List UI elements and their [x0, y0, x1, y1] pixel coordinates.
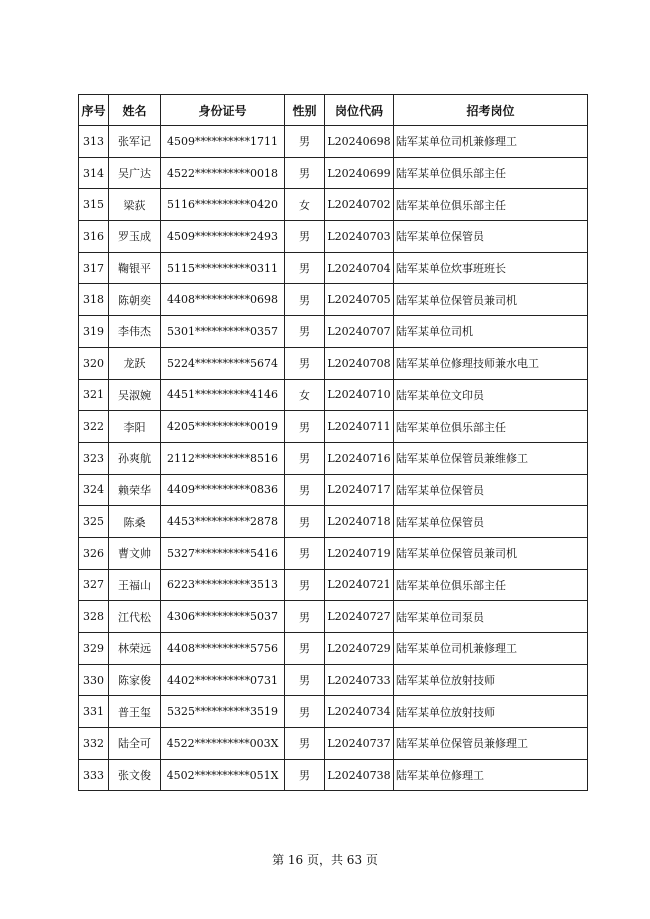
- post-code-cell: L20240719: [325, 537, 394, 569]
- table-row: [79, 221, 588, 253]
- id-number-cell: 4522**********0018: [161, 157, 285, 189]
- name-cell: 龙跃: [109, 347, 161, 379]
- name-cell: 普王玺: [109, 696, 161, 728]
- post-cell: 陆军某单位保管员: [394, 221, 588, 253]
- post-code-cell: L20240738: [325, 759, 394, 791]
- id-number-cell: 5301**********0357: [161, 316, 285, 348]
- id-number-cell: 5116**********0420: [161, 189, 285, 221]
- post-cell: 陆军某单位保管员兼维修工: [394, 442, 588, 474]
- gender-cell: 男: [285, 411, 325, 443]
- post-cell: 陆军某单位司机: [394, 316, 588, 348]
- id-number-cell: 4402**********0731: [161, 664, 285, 696]
- post-code-cell: L20240727: [325, 601, 394, 633]
- table-row: [79, 633, 588, 665]
- gender-cell: 男: [285, 537, 325, 569]
- post-cell: 陆军某单位保管员兼司机: [394, 537, 588, 569]
- name-cell: 鞠银平: [109, 252, 161, 284]
- post-code-cell: L20240729: [325, 633, 394, 665]
- table-row: [79, 601, 588, 633]
- name-cell: 梁荻: [109, 189, 161, 221]
- post-code-cell: L20240705: [325, 284, 394, 316]
- id-number-cell: 4502**********051X: [161, 759, 285, 791]
- post-cell: 陆军某单位保管员: [394, 474, 588, 506]
- id-number-cell: 2112**********8516: [161, 442, 285, 474]
- serial-cell: 328: [79, 601, 109, 633]
- gender-cell: 男: [285, 633, 325, 665]
- name-cell: 陆全可: [109, 728, 161, 760]
- post-code-cell: L20240708: [325, 347, 394, 379]
- name-cell: 陈家俊: [109, 664, 161, 696]
- gender-cell: 男: [285, 221, 325, 253]
- table-row: [79, 442, 588, 474]
- serial-cell: 333: [79, 759, 109, 791]
- header-serial: 序号: [79, 95, 109, 126]
- post-code-cell: L20240734: [325, 696, 394, 728]
- id-number-cell: 4205**********0019: [161, 411, 285, 443]
- serial-cell: 327: [79, 569, 109, 601]
- id-number-cell: 4509**********2493: [161, 221, 285, 253]
- name-cell: 曹文帅: [109, 537, 161, 569]
- id-number-cell: 4453**********2878: [161, 506, 285, 538]
- post-code-cell: L20240711: [325, 411, 394, 443]
- id-number-cell: 4409**********0836: [161, 474, 285, 506]
- candidate-table: [78, 94, 588, 791]
- serial-cell: 317: [79, 252, 109, 284]
- table-row: [79, 569, 588, 601]
- serial-cell: 319: [79, 316, 109, 348]
- table-body: [79, 126, 588, 791]
- post-code-cell: L20240703: [325, 221, 394, 253]
- serial-cell: 324: [79, 474, 109, 506]
- name-cell: 陈朝奕: [109, 284, 161, 316]
- table-row: [79, 252, 588, 284]
- id-number-cell: 4509**********1711: [161, 126, 285, 158]
- name-cell: 江代松: [109, 601, 161, 633]
- post-code-cell: L20240699: [325, 157, 394, 189]
- id-number-cell: 5327**********5416: [161, 537, 285, 569]
- name-cell: 吴淑婉: [109, 379, 161, 411]
- serial-cell: 316: [79, 221, 109, 253]
- table-row: [79, 664, 588, 696]
- gender-cell: 男: [285, 696, 325, 728]
- serial-cell: 314: [79, 157, 109, 189]
- gender-cell: 男: [285, 474, 325, 506]
- serial-cell: 321: [79, 379, 109, 411]
- post-cell: 陆军某单位放射技师: [394, 696, 588, 728]
- id-number-cell: 4451**********4146: [161, 379, 285, 411]
- post-cell: 陆军某单位炊事班班长: [394, 252, 588, 284]
- gender-cell: 男: [285, 442, 325, 474]
- serial-cell: 330: [79, 664, 109, 696]
- serial-cell: 325: [79, 506, 109, 538]
- table-row: [79, 316, 588, 348]
- post-code-cell: L20240721: [325, 569, 394, 601]
- header-id-number: 身份证号: [161, 95, 285, 126]
- name-cell: 林荣远: [109, 633, 161, 665]
- serial-cell: 326: [79, 537, 109, 569]
- name-cell: 王福山: [109, 569, 161, 601]
- gender-cell: 女: [285, 189, 325, 221]
- name-cell: 张文俊: [109, 759, 161, 791]
- serial-cell: 318: [79, 284, 109, 316]
- table-row: [79, 506, 588, 538]
- post-cell: 陆军某单位保管员: [394, 506, 588, 538]
- post-cell: 陆军某单位俱乐部主任: [394, 569, 588, 601]
- gender-cell: 男: [285, 728, 325, 760]
- serial-cell: 323: [79, 442, 109, 474]
- serial-cell: 331: [79, 696, 109, 728]
- table-row: [79, 411, 588, 443]
- gender-cell: 男: [285, 347, 325, 379]
- gender-cell: 男: [285, 157, 325, 189]
- table-row: [79, 189, 588, 221]
- gender-cell: 男: [285, 664, 325, 696]
- post-cell: 陆军某单位俱乐部主任: [394, 189, 588, 221]
- gender-cell: 男: [285, 284, 325, 316]
- serial-cell: 322: [79, 411, 109, 443]
- post-code-cell: L20240704: [325, 252, 394, 284]
- post-code-cell: L20240717: [325, 474, 394, 506]
- post-code-cell: L20240707: [325, 316, 394, 348]
- serial-cell: 332: [79, 728, 109, 760]
- post-code-cell: L20240718: [325, 506, 394, 538]
- id-number-cell: 4306**********5037: [161, 601, 285, 633]
- name-cell: 李阳: [109, 411, 161, 443]
- gender-cell: 男: [285, 601, 325, 633]
- name-cell: 吴广达: [109, 157, 161, 189]
- post-code-cell: L20240716: [325, 442, 394, 474]
- gender-cell: 男: [285, 759, 325, 791]
- post-cell: 陆军某单位司机兼修理工: [394, 633, 588, 665]
- post-cell: 陆军某单位保管员兼修理工: [394, 728, 588, 760]
- gender-cell: 男: [285, 316, 325, 348]
- post-cell: 陆军某单位保管员兼司机: [394, 284, 588, 316]
- post-code-cell: L20240702: [325, 189, 394, 221]
- gender-cell: 男: [285, 569, 325, 601]
- gender-cell: 女: [285, 379, 325, 411]
- name-cell: 李伟杰: [109, 316, 161, 348]
- post-cell: 陆军某单位修理工: [394, 759, 588, 791]
- post-code-cell: L20240710: [325, 379, 394, 411]
- id-number-cell: 5325**********3519: [161, 696, 285, 728]
- id-number-cell: 4408**********5756: [161, 633, 285, 665]
- post-cell: 陆军某单位文印员: [394, 379, 588, 411]
- post-cell: 陆军某单位俱乐部主任: [394, 157, 588, 189]
- post-cell: 陆军某单位司泵员: [394, 601, 588, 633]
- table-row: [79, 347, 588, 379]
- table-header-row: [79, 95, 588, 126]
- header-post: 招考岗位: [394, 95, 588, 126]
- serial-cell: 315: [79, 189, 109, 221]
- table-row: [79, 284, 588, 316]
- table-row: [79, 157, 588, 189]
- name-cell: 孙爽航: [109, 442, 161, 474]
- gender-cell: 男: [285, 506, 325, 538]
- table-row: [79, 474, 588, 506]
- name-cell: 张军记: [109, 126, 161, 158]
- id-number-cell: 5115**********0311: [161, 252, 285, 284]
- post-code-cell: L20240733: [325, 664, 394, 696]
- gender-cell: 男: [285, 252, 325, 284]
- post-cell: 陆军某单位修理技师兼水电工: [394, 347, 588, 379]
- name-cell: 陈桑: [109, 506, 161, 538]
- table-row: [79, 126, 588, 158]
- table-row: [79, 696, 588, 728]
- header-name: 姓名: [109, 95, 161, 126]
- header-gender: 性别: [285, 95, 325, 126]
- post-code-cell: L20240737: [325, 728, 394, 760]
- serial-cell: 320: [79, 347, 109, 379]
- id-number-cell: 5224**********5674: [161, 347, 285, 379]
- id-number-cell: 6223**********3513: [161, 569, 285, 601]
- post-cell: 陆军某单位司机兼修理工: [394, 126, 588, 158]
- post-cell: 陆军某单位放射技师: [394, 664, 588, 696]
- table-row: [79, 537, 588, 569]
- id-number-cell: 4522**********003X: [161, 728, 285, 760]
- post-cell: 陆军某单位俱乐部主任: [394, 411, 588, 443]
- name-cell: 罗玉成: [109, 221, 161, 253]
- serial-cell: 313: [79, 126, 109, 158]
- table-row: [79, 728, 588, 760]
- page-footer: 第 16 页，共 63 页: [272, 853, 378, 867]
- serial-cell: 329: [79, 633, 109, 665]
- header-post-code: 岗位代码: [325, 95, 394, 126]
- post-code-cell: L20240698: [325, 126, 394, 158]
- id-number-cell: 4408**********0698: [161, 284, 285, 316]
- gender-cell: 男: [285, 126, 325, 158]
- table-row: [79, 759, 588, 791]
- name-cell: 赖荣华: [109, 474, 161, 506]
- table-row: [79, 379, 588, 411]
